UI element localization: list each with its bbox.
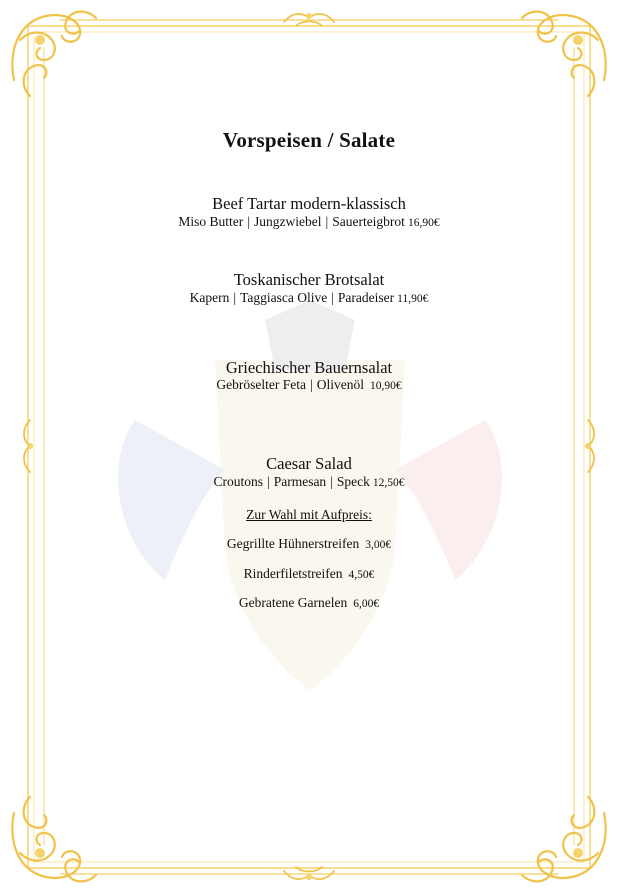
ingredient: Olivenöl: [316, 377, 364, 392]
ingredient: Croutons: [213, 474, 263, 489]
separator: |: [330, 474, 333, 489]
dish-price: 11,90€: [397, 293, 429, 305]
dish-description: [0, 474, 618, 490]
extra-price: 6,00€: [353, 598, 380, 610]
separator: |: [233, 290, 237, 305]
ingredient: Taggiasca Olive: [240, 290, 328, 305]
dish-description: [0, 290, 618, 306]
dish-name: Griechischer Bauernsalat: [225, 358, 393, 377]
extra-option: [0, 595, 618, 611]
dish-name: Caesar Salad: [266, 454, 352, 473]
ingredient: Kapern: [189, 290, 230, 305]
dish-price: 12,50€: [372, 477, 405, 489]
ingredient: Paradeiser: [337, 290, 395, 305]
ingredient: Parmesan: [273, 474, 327, 489]
dish-name: Beef Tartar modern-klassisch: [212, 194, 406, 213]
ingredient: Speck: [336, 474, 370, 489]
dish-name: Toskanischer Brotsalat: [233, 270, 385, 289]
extra-name: Gebratene Garnelen: [238, 595, 348, 610]
surcharge-heading: Zur Wahl mit Aufpreis:: [246, 507, 372, 522]
extra-name: Gegrillte Hühnerstreifen: [226, 536, 360, 551]
extra-price: 4,50€: [348, 569, 375, 581]
extra-option: [0, 566, 618, 582]
separator: |: [247, 214, 251, 229]
extra-name: Rinderfiletstreifen: [243, 566, 343, 581]
extra-price: 3,00€: [365, 539, 392, 551]
separator: |: [325, 214, 329, 229]
separator: |: [310, 377, 313, 392]
page-title: Vorspeisen / Salate: [222, 128, 396, 152]
ingredient: Jungzwiebel: [254, 214, 322, 229]
ingredient: Miso Butter: [178, 214, 244, 229]
dish-price: 10,90€: [369, 380, 402, 392]
dish-description: [0, 214, 618, 230]
separator: |: [331, 290, 334, 305]
extra-option: [0, 536, 618, 552]
separator: |: [267, 474, 270, 489]
dish-price: 16,90€: [407, 217, 440, 229]
ingredient: Sauerteigbrot: [332, 214, 405, 229]
ingredient: Gebröselter Feta: [216, 377, 306, 392]
dish-description: [0, 377, 618, 393]
